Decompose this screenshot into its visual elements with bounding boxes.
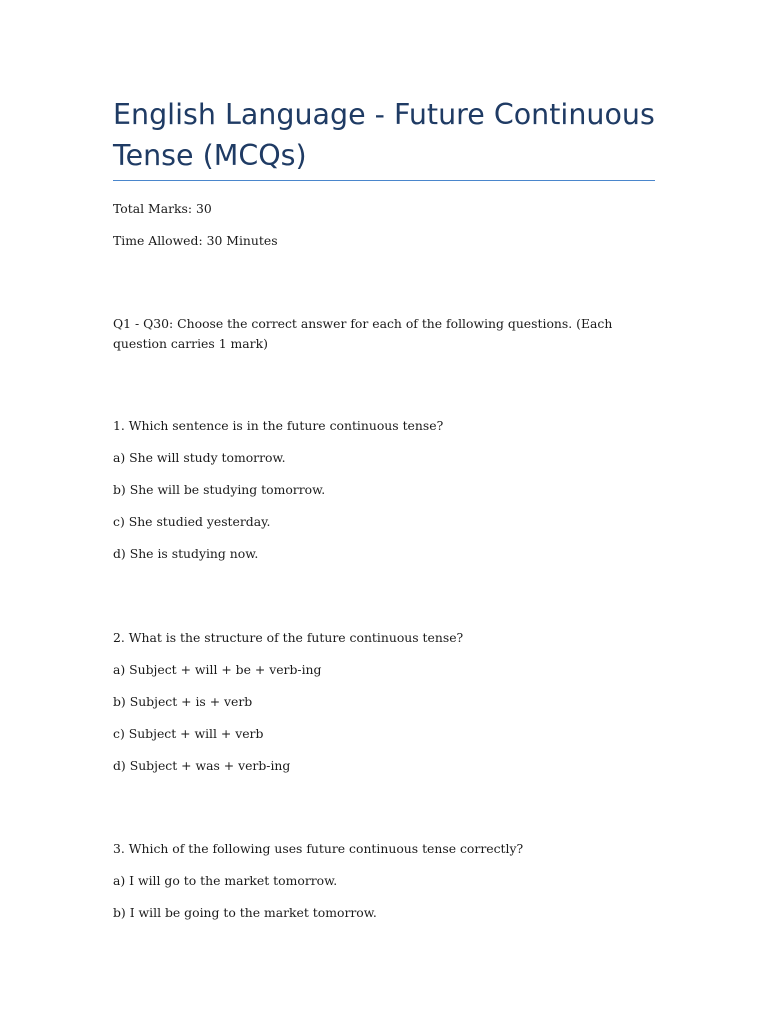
answer-option: a) Subject + will + be + verb-ing [113,662,322,677]
answer-option: b) She will be studying tomorrow. [113,482,326,497]
answer-option: a) I will go to the market tomorrow. [113,873,338,888]
answer-option: d) Subject + was + verb-ing [113,758,291,773]
answer-option: d) She is studying now. [113,546,259,561]
answer-option: c) Subject + will + verb [113,726,264,741]
question-text: 3. Which of the following uses future continuous tense correctly? [113,841,524,856]
question-text: 1. Which sentence is in the future continuous tense? [113,418,444,433]
instructions: Q1 - Q30: Choose the correct answer for each of the following questions. (Each question carries 1 mark) [113,316,613,351]
total-marks: Total Marks: 30 [113,201,212,216]
answer-option: c) She studied yesterday. [113,514,271,529]
title-divider [113,180,655,181]
answer-option: b) I will be going to the market tomorrow. [113,905,377,920]
question-text: 2. What is the structure of the future continuous tense? [113,630,464,645]
document-title: English Language - Future Continuous Tense (MCQs) [113,98,655,172]
time-allowed: Time Allowed: 30 Minutes [113,233,278,248]
answer-option: a) She will study tomorrow. [113,450,286,465]
answer-option: b) Subject + is + verb [113,694,253,709]
